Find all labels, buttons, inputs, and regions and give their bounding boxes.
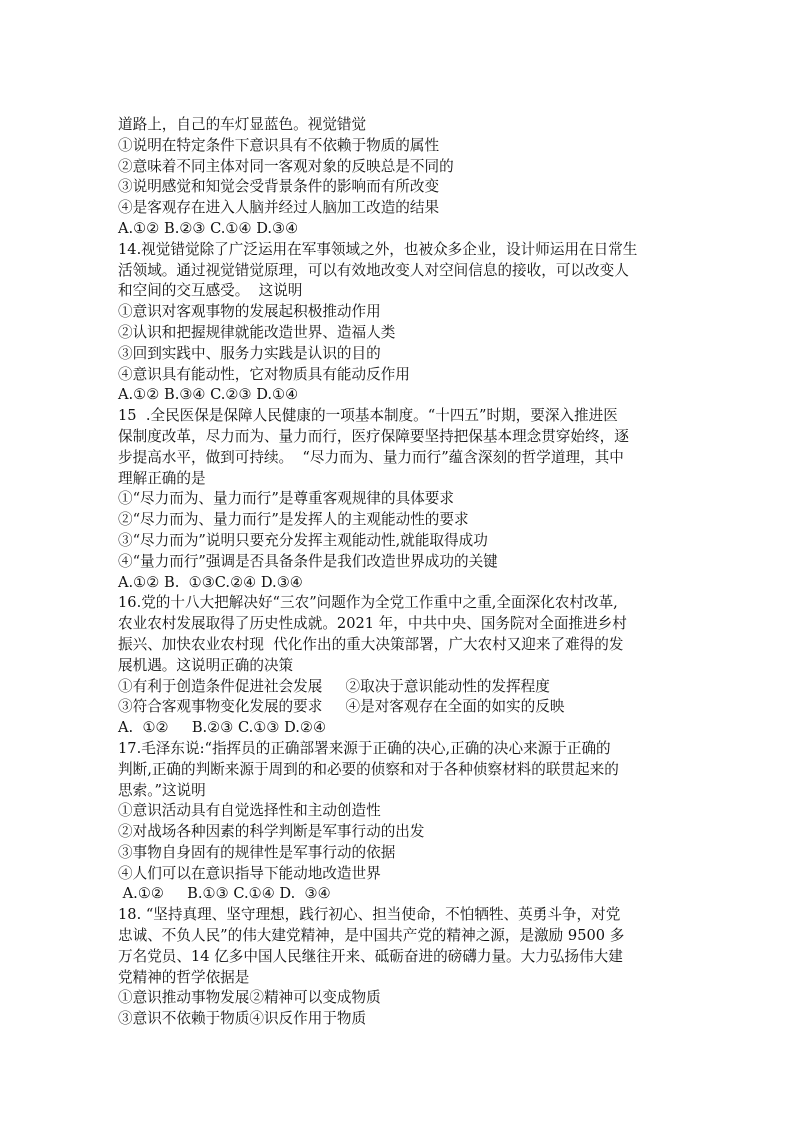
document-page xyxy=(118,115,678,1030)
option: ④“量力而行”强调是否具备条件是我们改造世界成功的关键 xyxy=(118,552,498,570)
question-stem: 15 .全民医保是保障人民健康的一项基本制度。“十四五”时期，要深入推进医 xyxy=(118,407,618,425)
question-stem: 振兴、加快农业农村现 代化作出的重大决策部署，广大农村又迎来了难得的发 xyxy=(118,635,624,653)
option: ①说明在特定条件下意识具有不依赖于物质的属性 xyxy=(118,136,440,154)
option: ①“尽力而为、量力而行”是尊重客观规律的具体要求 xyxy=(118,490,454,508)
question-18 xyxy=(118,905,678,1030)
question-stem: 理解正确的是 xyxy=(118,469,206,487)
question-16 xyxy=(118,593,678,739)
question-stem: 17.毛泽东说:“指挥员的正确部署来源于正确的决心,正确的决心来源于正确的 xyxy=(118,739,611,757)
question-stem: 思索。”这说明 xyxy=(118,781,206,799)
question-17 xyxy=(118,739,678,905)
question-stem: 判断,正确的判断来源于周到的和必要的侦察和对于各种侦察材料的联贯起来的 xyxy=(118,760,619,778)
option: ③回到实践中、服务力实践是认识的目的 xyxy=(118,344,381,362)
answer-choices: A. ①② B.②③ C.①③ D.②④ xyxy=(118,719,327,737)
option: ②认识和把握规律就能改造世界、造福人类 xyxy=(118,323,396,341)
question-stem: 步提高水平，做到可持续。 “尽力而为、量力而行”蕴含深刻的哲学道理，其中 xyxy=(118,448,624,466)
question-14 xyxy=(118,240,678,406)
option: ②“尽力而为、量力而行”是发挥人的主观能动性的要求 xyxy=(118,511,469,529)
option: ④是客观存在进入人脑并经过人脑加工改造的结果 xyxy=(118,199,440,217)
question-stem: 农业农村发展取得了历史性成就。2021 年，中共中央、国务院对全面推进乡村 xyxy=(118,615,627,633)
option: ③“尽力而为”说明只要充分发挥主观能动性,就能取得成功 xyxy=(118,531,488,549)
question-stem: 党精神的哲学依据是 xyxy=(118,968,250,986)
answer-choices: A.①② B. ①③C.②④ D.③④ xyxy=(118,573,303,591)
option: ①意识活动具有自觉选择性和主动创造性 xyxy=(118,802,381,820)
option: ④人们可以在意识指导下能动地改造世界 xyxy=(118,864,381,882)
question-stem: 14.视觉错觉除了广泛运用在军事领域之外，也被众多企业，设计师运用在日常生 xyxy=(118,240,638,258)
question-13-tail xyxy=(118,115,678,240)
question-stem: 活领域。通过视觉错觉原理，可以有效地改变人对空间信息的接收，可以改变人 xyxy=(118,261,629,279)
option: ③符合客观事物变化发展的要求 ④是对客观存在全面的如实的反映 xyxy=(118,698,565,716)
question-15 xyxy=(118,406,678,593)
question-stem: 18. “坚持真理、坚守理想，践行初心、担当使命，不怕牺牲、英勇斗争，对党 xyxy=(118,906,621,924)
question-stem: 和空间的交互感受。 这说明 xyxy=(118,282,303,300)
option: ①意识对客观事物的发展起积极推动作用 xyxy=(118,303,381,321)
option: ③事物自身固有的规律性是军事行动的依据 xyxy=(118,843,396,861)
option: ③意识不依赖于物质④识反作用于物质 xyxy=(118,1010,367,1028)
question-stem: 展机遇。这说明正确的决策 xyxy=(118,656,294,674)
answer-choices: A.①② B.③④ C.②③ D.①④ xyxy=(118,386,299,404)
question-stem: 道路上，自己的车灯显蓝色。视觉错觉 xyxy=(118,116,367,133)
answer-choices: A.①② B.②③ C.①④ D.③④ xyxy=(118,219,299,237)
question-stem: 16.党的十八大把解决好“三农”问题作为全党工作重中之重,全面深化农村改革, xyxy=(118,594,618,612)
option: ④意识具有能动性，它对物质具有能动反作用 xyxy=(118,365,410,383)
answer-choices: A.①② B.①③ C.①④ D. ③④ xyxy=(118,885,331,903)
option: ①有利于创造条件促进社会发展 ②取决于意识能动性的发挥程度 xyxy=(118,677,550,695)
option: ②意味着不同主体对同一客观对象的反映总是不同的 xyxy=(118,157,454,175)
option: ③说明感觉和知觉会受背景条件的影响而有所改变 xyxy=(118,178,440,196)
question-stem: 忠诚、不负人民”的伟大建党精神，是中国共产党的精神之源，是激励 9500 多 xyxy=(118,927,625,945)
question-stem: 保制度改革，尽力而为、量力而行，医疗保障要坚持把保基本理念贯穿始终，逐 xyxy=(118,427,629,445)
option: ②对战场各种因素的科学判断是军事行动的出发 xyxy=(118,823,425,841)
option: ①意识推动事物发展②精神可以变成物质 xyxy=(118,989,381,1007)
question-stem: 万名党员、14 亿多中国人民继往开来、砥砺奋进的磅礴力量。大力弘扬伟大建 xyxy=(118,947,623,965)
